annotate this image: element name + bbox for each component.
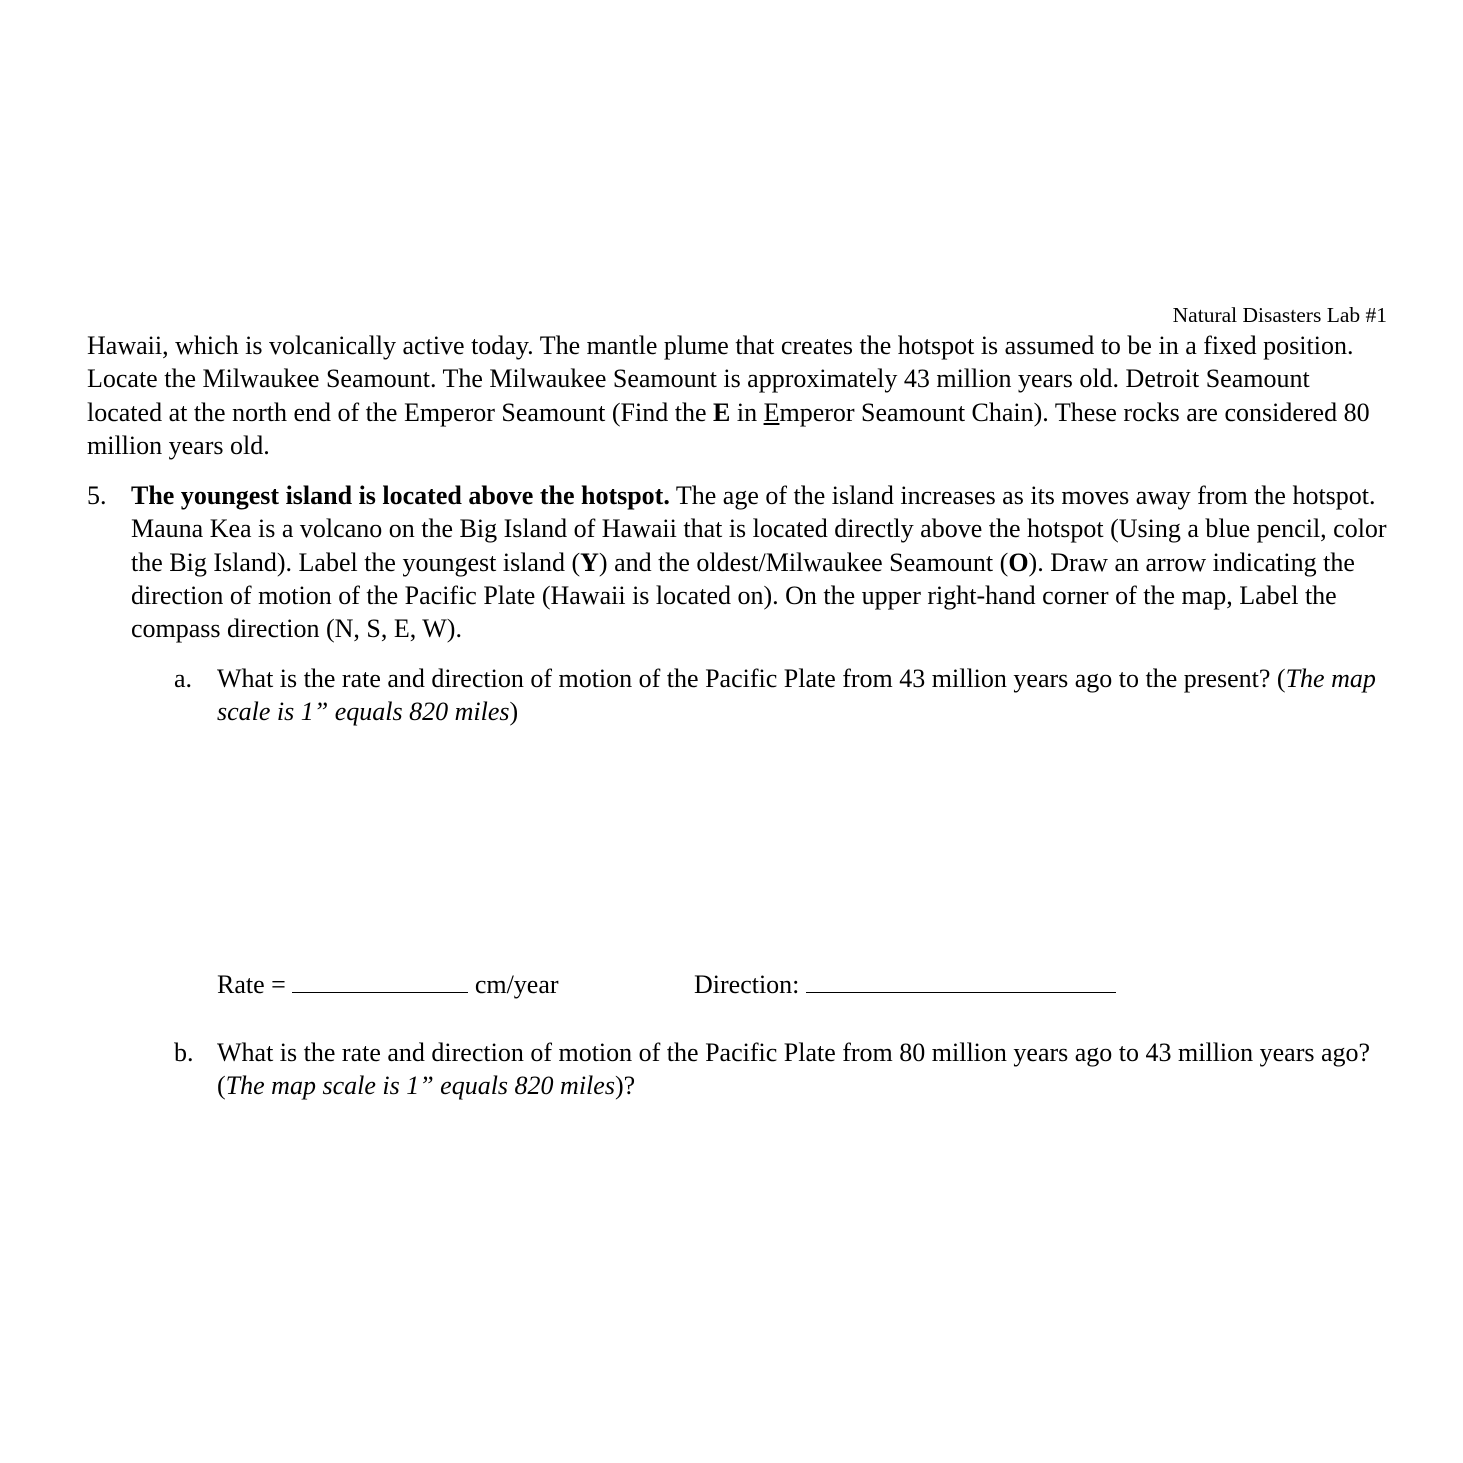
question-5a: [174, 662, 1384, 729]
question-5a-letter: a.: [174, 664, 193, 693]
question-5b-map-scale: The map scale is 1” equals 820 miles: [225, 1071, 615, 1101]
direction-blank[interactable]: [806, 968, 1116, 993]
question-5-text-3: ). Draw an arrow indicating the direction of motion of the Pacific Plate (Hawaii is located on). On the upper right-hand corner of the map, Label the compass direction (N, S, E, W).: [131, 547, 1355, 644]
direction-label: Direction:: [694, 970, 806, 999]
intro-bold-e: E: [713, 397, 731, 427]
intro-text-1: Hawaii, which is volcanically active today. The mantle plume that creates the hotspot is assumed to be in a fixed position. Locate the Milwaukee Seamount. The Milwaukee Seamount is approximately 43 million years old. Detroit Seamount located at the north end of the Emperor Seamount (Find the: [87, 331, 1354, 427]
question-5-bold-o: O: [1008, 547, 1029, 577]
question-5-bold-lead: The youngest island is located above the hotspot.: [131, 481, 670, 510]
question-5-text-2: ) and the oldest/Milwaukee Seamount (: [598, 547, 1009, 577]
question-5-body: [131, 479, 1397, 645]
question-5b-text: What is the rate and direction of motion of the Pacific Plate from 80 million years ago to 43 million years ago? (: [217, 1038, 1371, 1101]
intro-text-3: mperor Seamount Chain). These rocks are considered 80 million years old.: [87, 397, 1370, 460]
question-5: [87, 479, 1397, 645]
page-header: Natural Disasters Lab #1: [1172, 303, 1387, 327]
question-5a-body: [217, 662, 1384, 729]
question-5a-map-scale: The map scale is 1” equals 820 miles: [217, 664, 1376, 727]
question-5a-text: What is the rate and direction of motion of the Pacific Plate from 43 million years ago to the present? (: [217, 664, 1286, 693]
intro-paragraph: [87, 329, 1387, 462]
rate-label: Rate =: [217, 970, 293, 999]
question-5a-end: ): [509, 697, 519, 727]
rate-unit: cm/year: [468, 970, 559, 999]
question-5-text-1: The age of the island increases as its moves away from the hotspot. Mauna Kea is a volcano on the Big Island of Hawaii that is located directly above the hotspot (Using a blue pencil, color the Big Island). Label the youngest island (: [131, 481, 1387, 577]
question-5b-end: )?: [614, 1071, 636, 1101]
question-5b-letter: b.: [174, 1038, 194, 1067]
question-5b-body: [217, 1036, 1384, 1103]
question-5b: [174, 1036, 1384, 1103]
intro-text-2: in: [730, 397, 764, 427]
question-5-bold-y: Y: [580, 547, 599, 577]
rate-blank[interactable]: [292, 968, 468, 993]
rate-answer: [217, 968, 559, 1001]
intro-underlined-e: E: [763, 397, 780, 427]
question-5-number: 5.: [87, 481, 107, 510]
direction-answer: [694, 968, 1116, 1001]
